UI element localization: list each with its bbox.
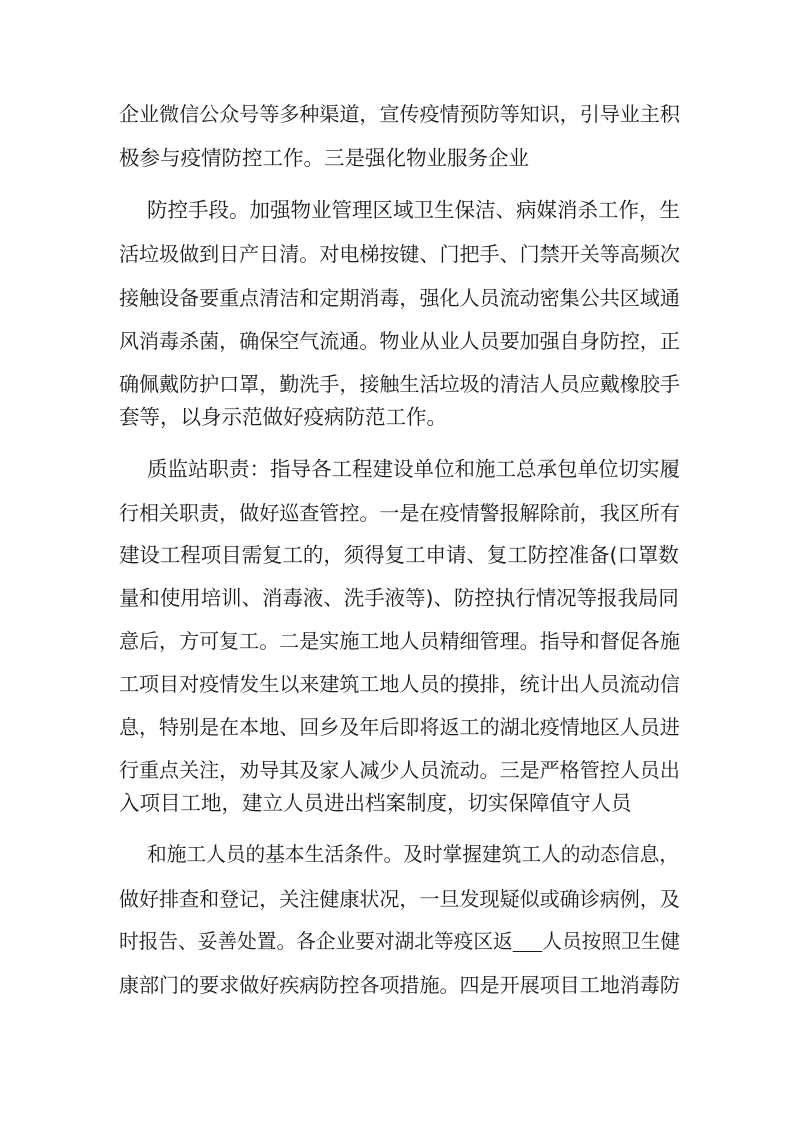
text-line: 量和使用培训、消毒液、洗手液等)、防控执行情况等报我局同 [119,586,679,610]
blank-underline [513,930,543,953]
text-line: 套等，以身示范做好疫病防范工作。 [119,405,447,429]
text-line: 康部门的要求做好疾病防控各项措施。四是开展项目工地消毒防 [119,973,680,997]
text-line: 意后，方可复工。二是实施工地人员精细管理。指导和督促各施 [119,629,680,653]
text-line: 工项目对疫情发生以来建筑工地人员的摸排，统计出人员流动信 [119,672,680,696]
text-segment: 人员按照卫生健 [542,930,681,953]
text-line [119,928,680,956]
text-segment: 时报告、妥善处置。各企业要对湖北等疫区返 [119,930,513,953]
text-line: 息，特别是在本地、回乡及年后即将返工的湖北疫情地区人员进 [119,715,680,739]
text-line: 活垃圾做到日产日清。对电梯按键、门把手、门禁开关等高频次 [119,242,680,266]
text-line: 接触设备要重点清洁和定期消毒，强化人员流动密集公共区域通 [119,286,680,310]
text-line: 企业微信公众号等多种渠道，宣传疫情预防等知识，引导业主积 [119,102,680,126]
text-line: 行相关职责，做好巡查管控。一是在疫情警报解除前，我区所有 [119,501,680,525]
text-line: 质监站职责：指导各工程建设单位和施工总承包单位切实履 [147,457,680,481]
text-line: 风消毒杀菌，确保空气流通。物业从业人员要加强自身防控，正 [119,329,680,353]
text-line: 极参与疫情防控工作。三是强化物业服务企业 [119,146,529,170]
text-line: 确佩戴防护口罩，勤洗手，接触生活垃圾的清洁人员应戴橡胶手 [119,372,680,396]
text-line: 行重点关注，劝导其及家人减少人员流动。三是严格管控人员出 [119,758,680,782]
text-line: 建设工程项目需复工的，须得复工申请、复工防控准备(口罩数 [119,543,679,567]
text-line: 和施工人员的基本生活条件。及时掌握建筑工人的动态信息， [147,843,679,866]
text-line: 防控手段。加强物业管理区域卫生保洁、病媒消杀工作，生 [147,198,680,222]
text-line: 入项目工地，建立人员进出档案制度，切实保障值守人员 [119,791,632,815]
text-line: 做好排查和登记，关注健康状况，一旦发现疑似或确诊病例，及 [119,887,680,911]
